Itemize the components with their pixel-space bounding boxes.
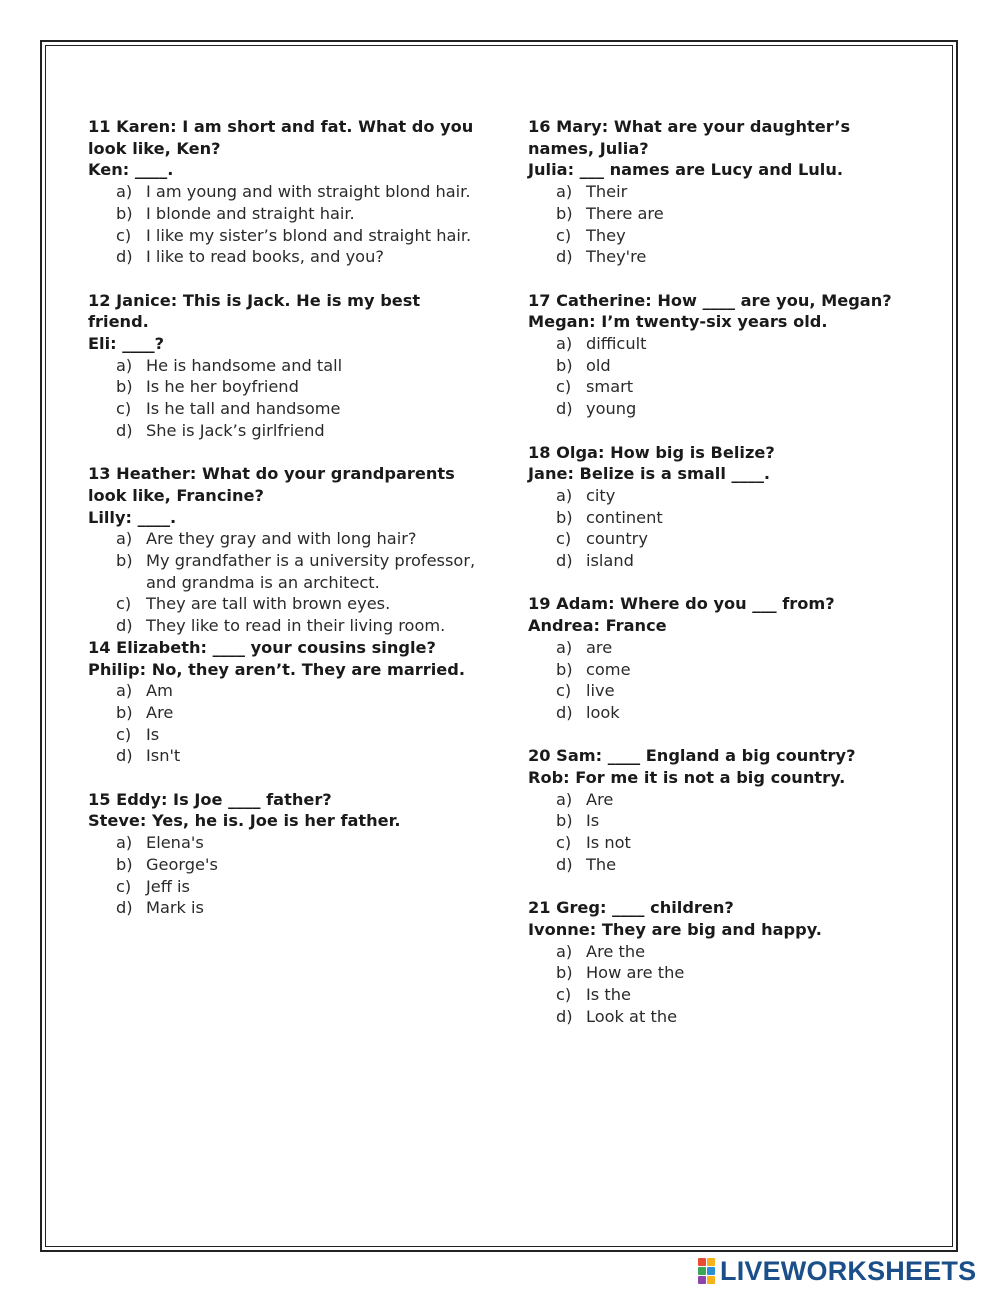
answer-option[interactable]: [528, 355, 928, 377]
answer-option[interactable]: [528, 333, 928, 355]
answer-option[interactable]: [528, 550, 928, 572]
option-text: Am: [146, 681, 173, 701]
option-text: I like my sister’s blond and straight hair.: [146, 225, 472, 245]
logo-block: [707, 1258, 715, 1266]
question-text-line: Jane: Belize is a small ____.: [528, 464, 771, 484]
question-text-line: Ivonne: They are big and happy.: [528, 919, 822, 939]
option-text: difficult: [586, 334, 647, 354]
question-text-line: Rob: For me it is not a big country.: [528, 768, 846, 788]
answer-option[interactable]: [88, 398, 488, 420]
question-spacer: [88, 268, 488, 290]
answer-option[interactable]: [88, 376, 488, 398]
answer-options: [528, 941, 928, 1028]
option-text: The: [586, 854, 617, 874]
answer-option[interactable]: [528, 203, 928, 225]
option-letter: a): [556, 789, 573, 809]
option-text: young: [586, 399, 637, 419]
question-q19: [528, 593, 928, 723]
question-text-line: 20 Sam: ____ England a big country?: [528, 746, 856, 766]
option-letter: b): [556, 811, 573, 831]
question-q21: [528, 897, 928, 1027]
answer-option[interactable]: [88, 724, 488, 746]
option-text-continued: and grandma is an architect.: [146, 572, 380, 592]
liveworksheets-logo: [698, 1256, 976, 1286]
answer-option[interactable]: [528, 659, 928, 681]
answer-option[interactable]: [528, 702, 928, 724]
option-text: Is: [586, 811, 600, 831]
option-text: Elena's: [146, 833, 204, 853]
option-text: Is he her boyfriend: [146, 377, 299, 397]
answer-options: [528, 789, 928, 876]
option-letter: c): [556, 225, 572, 245]
option-letter: c): [556, 377, 572, 397]
option-text: They: [586, 225, 626, 245]
question-q15: [88, 789, 488, 919]
logo-block: [707, 1276, 715, 1284]
option-text: George's: [146, 854, 218, 874]
answer-options: [528, 333, 928, 420]
answer-option[interactable]: [528, 246, 928, 268]
option-letter: a): [116, 681, 133, 701]
option-text: Is: [146, 724, 160, 744]
answer-option[interactable]: [528, 485, 928, 507]
question-text-line: names, Julia?: [528, 138, 649, 158]
option-text: I like to read books, and you?: [146, 247, 384, 267]
question-text-line: Ken: ____.: [88, 160, 174, 180]
option-letter: b): [556, 355, 573, 375]
option-letter: b): [556, 963, 573, 983]
option-text: Isn't: [146, 746, 181, 766]
question-spacer: [528, 876, 928, 898]
option-text: live: [586, 681, 615, 701]
question-text-line: 11 Karen: I am short and fat. What do you: [88, 117, 474, 136]
option-text: old: [586, 355, 611, 375]
option-letter: c): [556, 833, 572, 853]
option-letter: b): [556, 507, 573, 527]
answer-option[interactable]: [88, 203, 488, 225]
option-letter: d): [556, 247, 573, 267]
answer-option[interactable]: [88, 528, 488, 550]
question-text-line: 21 Greg: ____ children?: [528, 898, 734, 918]
answer-option[interactable]: [88, 225, 488, 247]
question-text-line: Eli: ____?: [88, 334, 165, 354]
logo-blocks-icon: [698, 1258, 715, 1284]
question-q12: [88, 290, 488, 442]
option-text: Is the: [586, 985, 631, 1005]
question-spacer: [88, 442, 488, 464]
answer-options: [528, 181, 928, 268]
answer-options: [528, 485, 928, 572]
question-q14: [88, 637, 488, 767]
option-text: Is he tall and handsome: [146, 399, 341, 419]
option-letter: d): [116, 616, 133, 636]
option-letter: c): [556, 985, 572, 1005]
question-text-line: Philip: No, they aren’t. They are married.: [88, 659, 465, 679]
answer-option[interactable]: [528, 810, 928, 832]
logo-block: [698, 1276, 706, 1284]
logo-text: LIVEWORKSHEETS: [720, 1256, 977, 1286]
answer-option[interactable]: [88, 745, 488, 767]
answer-options: [88, 181, 488, 268]
answer-option[interactable]: [528, 962, 928, 984]
question-text-line: Megan: I’m twenty-six years old.: [528, 312, 828, 332]
option-text: Look at the: [586, 1006, 678, 1026]
option-text: She is Jack’s girlfriend: [146, 420, 325, 440]
question-text-line: Andrea: France: [528, 616, 667, 636]
option-letter: c): [116, 225, 132, 245]
question-text-line: look like, Ken?: [88, 138, 221, 158]
option-letter: a): [556, 637, 573, 657]
answer-options: [528, 637, 928, 724]
answer-option[interactable]: [88, 550, 488, 572]
option-letter: c): [556, 681, 572, 701]
option-text: island: [586, 551, 634, 571]
answer-options: [88, 355, 488, 442]
option-letter: d): [556, 551, 573, 571]
option-letter: b): [116, 702, 133, 722]
option-letter: b): [116, 377, 133, 397]
question-text-line: Lilly: ____.: [88, 507, 177, 527]
option-text: How are the: [586, 963, 685, 983]
question-text-line: Julia: ___ names are Lucy and Lulu.: [528, 160, 844, 180]
option-letter: b): [556, 659, 573, 679]
answer-option[interactable]: [88, 832, 488, 854]
answer-option[interactable]: [528, 181, 928, 203]
option-letter: d): [116, 247, 133, 267]
question-q11: [88, 116, 488, 268]
option-letter: a): [116, 355, 133, 375]
question-text-line: 18 Olga: How big is Belize?: [528, 442, 775, 462]
option-text: smart: [586, 377, 634, 397]
option-letter: c): [116, 594, 132, 614]
answer-option[interactable]: [88, 420, 488, 442]
question-text-line: 16 Mary: What are your daughter’s: [528, 117, 851, 136]
option-letter: b): [116, 551, 133, 571]
option-letter: a): [116, 529, 133, 549]
answer-option[interactable]: [528, 376, 928, 398]
answer-option[interactable]: [88, 181, 488, 203]
question-text-line: 13 Heather: What do your grandparents: [88, 464, 455, 484]
option-text: Are they gray and with long hair?: [146, 529, 417, 549]
question-spacer: [528, 268, 928, 290]
answer-option[interactable]: [528, 637, 928, 659]
answer-option[interactable]: [528, 832, 928, 854]
option-letter: a): [556, 182, 573, 202]
answer-option[interactable]: [528, 398, 928, 420]
answer-option[interactable]: [528, 941, 928, 963]
answer-option[interactable]: [88, 854, 488, 876]
option-letter: d): [116, 420, 133, 440]
option-letter: a): [556, 334, 573, 354]
option-letter: a): [116, 833, 133, 853]
option-text: They like to read in their living room.: [146, 616, 446, 636]
question-text-line: 12 Janice: This is Jack. He is my best: [88, 290, 421, 310]
option-letter: c): [116, 724, 132, 744]
option-letter: d): [116, 898, 133, 918]
answer-option[interactable]: [88, 680, 488, 702]
question-q20: [528, 745, 928, 875]
option-letter: c): [116, 399, 132, 419]
question-text-line: Steve: Yes, he is. Joe is her father.: [88, 811, 401, 831]
option-letter: c): [116, 876, 132, 896]
option-text: country: [586, 529, 648, 549]
option-text: look: [586, 702, 620, 722]
option-letter: a): [556, 941, 573, 961]
answer-option[interactable]: [528, 984, 928, 1006]
option-letter: a): [116, 182, 133, 202]
question-q18: [528, 442, 928, 572]
option-letter: d): [556, 702, 573, 722]
answer-option[interactable]: [88, 876, 488, 898]
question-q17: [528, 290, 928, 420]
answer-option[interactable]: [528, 528, 928, 550]
answer-option[interactable]: [528, 789, 928, 811]
answer-option[interactable]: [88, 615, 488, 637]
option-letter: d): [116, 746, 133, 766]
question-text-line: 17 Catherine: How ____ are you, Megan?: [528, 290, 892, 310]
question-spacer: [88, 767, 488, 789]
option-letter: a): [556, 485, 573, 505]
option-letter: d): [556, 399, 573, 419]
option-text: Are: [586, 789, 614, 809]
question-text-line: 14 Elizabeth: ____ your cousins single?: [88, 637, 436, 657]
answer-option-continuation: [88, 572, 488, 594]
question-spacer: [528, 724, 928, 746]
option-letter: c): [556, 529, 572, 549]
answer-options: [88, 528, 488, 637]
option-text: My grandfather is a university professor,: [146, 551, 476, 571]
option-letter: b): [116, 854, 133, 874]
option-text: They are tall with brown eyes.: [146, 594, 391, 614]
question-text-line: 15 Eddy: Is Joe ____ father?: [88, 789, 332, 809]
answer-option[interactable]: [528, 507, 928, 529]
option-letter: b): [116, 203, 133, 223]
option-text: Are: [146, 702, 174, 722]
option-text: There are: [586, 203, 664, 223]
option-text: Their: [586, 182, 628, 202]
logo-block: [707, 1267, 715, 1275]
answer-option[interactable]: [88, 593, 488, 615]
question-q13: [88, 463, 488, 637]
left-question-column: [88, 116, 488, 919]
answer-option[interactable]: [528, 680, 928, 702]
option-text: I blonde and straight hair.: [146, 203, 355, 223]
question-text-line: look like, Francine?: [88, 485, 264, 505]
option-letter: d): [556, 854, 573, 874]
answer-option[interactable]: [88, 355, 488, 377]
answer-option[interactable]: [528, 854, 928, 876]
logo-block: [698, 1258, 706, 1266]
option-text: They're: [586, 247, 647, 267]
option-text: Are the: [586, 941, 646, 961]
option-text: continent: [586, 507, 663, 527]
option-text: I am young and with straight blond hair.: [146, 182, 471, 202]
answer-option[interactable]: [88, 702, 488, 724]
option-text: are: [586, 637, 613, 657]
option-letter: d): [556, 1006, 573, 1026]
answer-option[interactable]: [88, 897, 488, 919]
option-text: Jeff is: [146, 876, 190, 896]
question-text-line: friend.: [88, 312, 149, 332]
question-spacer: [528, 572, 928, 594]
option-letter: b): [556, 203, 573, 223]
question-spacer: [528, 420, 928, 442]
option-text: Mark is: [146, 898, 204, 918]
answer-option[interactable]: [88, 246, 488, 268]
answer-option[interactable]: [528, 225, 928, 247]
question-q16: [528, 116, 928, 268]
option-text: city: [586, 485, 616, 505]
option-text: Is not: [586, 833, 631, 853]
logo-block: [698, 1267, 706, 1275]
answer-option[interactable]: [528, 1006, 928, 1028]
right-question-column: [528, 116, 928, 1027]
answer-options: [88, 832, 488, 919]
answer-options: [88, 680, 488, 767]
question-text-line: 19 Adam: Where do you ___ from?: [528, 594, 835, 614]
option-text: come: [586, 659, 631, 679]
option-text: He is handsome and tall: [146, 355, 343, 375]
